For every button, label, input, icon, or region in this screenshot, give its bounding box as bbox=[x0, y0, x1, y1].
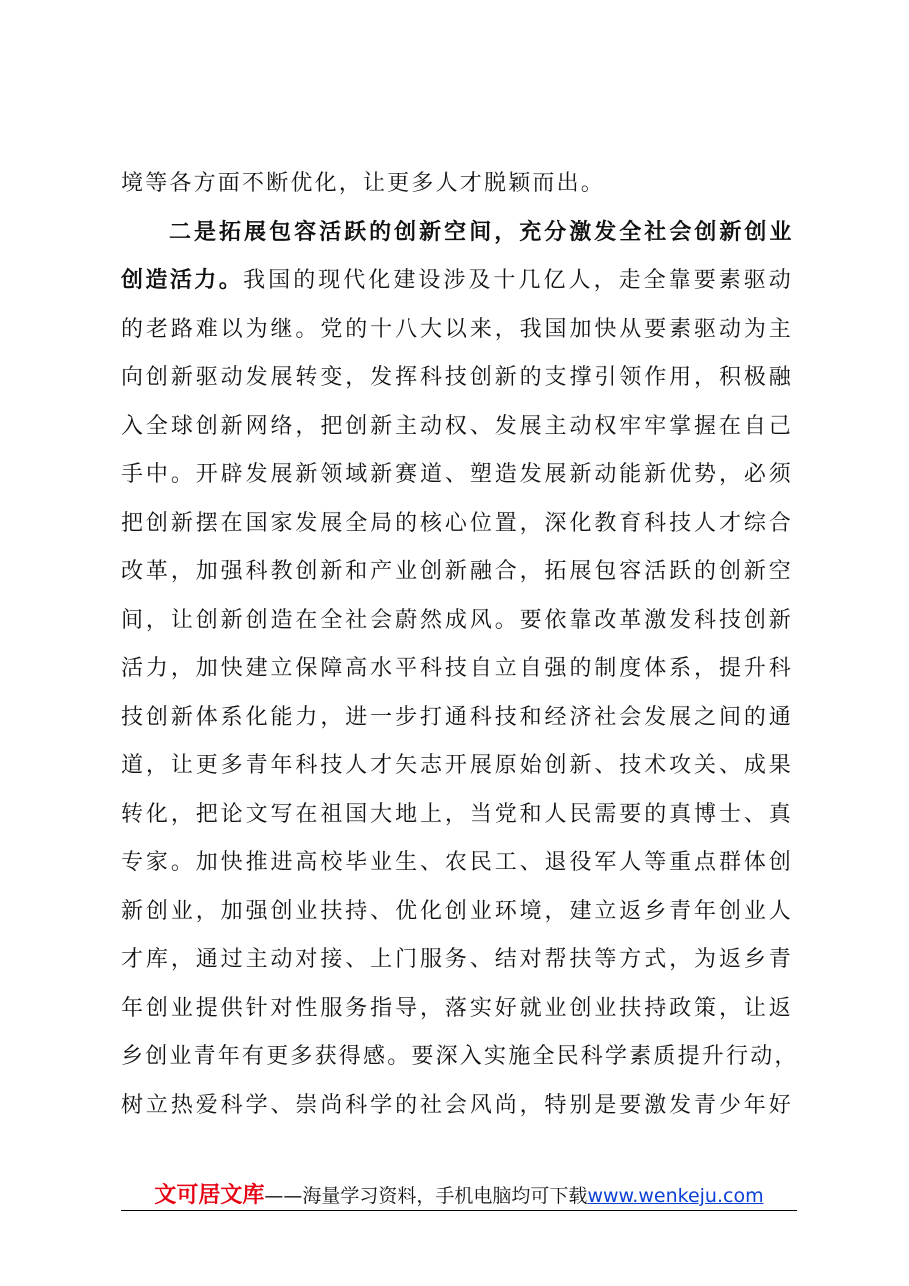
paragraph-text: 我国的现代化建设涉及十几亿人，走全靠要素驱动 bbox=[243, 268, 793, 293]
text-line: 树立热爱科学、崇尚科学的社会风尚，特别是要激发青少年好 bbox=[121, 1092, 793, 1118]
text-line: 境等各方面不断优化，让更多人才脱颖而出。 bbox=[121, 171, 606, 196]
text-line: 向创新驱动发展转变，发挥科技创新的支撑引领作用，积极融 bbox=[121, 365, 793, 390]
text-line: 入全球创新网络，把创新主动权、发展主动权牢牢掌握在自己 bbox=[121, 413, 793, 439]
text-line: 改革，加强科教创新和产业创新融合，拓展包容活跃的创新空 bbox=[121, 559, 793, 584]
text-line bbox=[121, 257, 793, 306]
section-heading-line: 二是拓展包容活跃的创新空间，充分激发全社会创新创业 bbox=[169, 219, 793, 245]
text-line: 道，让更多青年科技人才矢志开展原始创新、技术攻关、成果 bbox=[121, 753, 793, 778]
footer-brand: 文可居文库 bbox=[154, 1183, 265, 1208]
text-line: 专家。加快推进高校毕业生、农民工、退役军人等重点群体创 bbox=[121, 850, 793, 875]
article-body bbox=[121, 160, 799, 1130]
text-line: 转化，把论文写在祖国大地上，当党和人民需要的真博士、真 bbox=[121, 801, 793, 827]
text-line: 手中。开辟发展新领域新赛道、塑造发展新动能新优势，必须 bbox=[121, 462, 793, 487]
text-line: 把创新摆在国家发展全局的核心位置，深化教育科技人才综合 bbox=[121, 510, 793, 536]
text-line: 技创新体系化能力，进一步打通科技和经济社会发展之间的通 bbox=[121, 704, 793, 730]
footer-tagline: ——海量学习资料，手机电脑均可下载 bbox=[264, 1185, 588, 1207]
section-heading-tail: 创造活力。 bbox=[121, 268, 244, 293]
text-line: 新创业，加强创业扶持、优化创业环境，建立返乡青年创业人 bbox=[121, 898, 793, 924]
text-line: 活力，加快建立保障高水平科技自立自强的制度体系，提升科 bbox=[121, 656, 793, 681]
text-line: 的老路难以为继。党的十八大以来，我国加快从要素驱动为主 bbox=[121, 316, 793, 342]
footer-banner bbox=[121, 1182, 797, 1212]
text-line: 年创业提供针对性服务指导，落实好就业创业扶持政策，让返 bbox=[121, 995, 793, 1021]
footer-url-link[interactable]: www.wenkeju.com bbox=[587, 1185, 764, 1207]
text-line: 才库，通过主动对接、上门服务、结对帮扶等方式，为返乡青 bbox=[121, 947, 793, 972]
footer-divider bbox=[121, 1210, 797, 1211]
text-line: 间，让创新创造在全社会蔚然成风。要依靠改革激发科技创新 bbox=[121, 607, 793, 633]
text-line: 乡创业青年有更多获得感。要深入实施全民科学素质提升行动， bbox=[121, 1044, 799, 1069]
